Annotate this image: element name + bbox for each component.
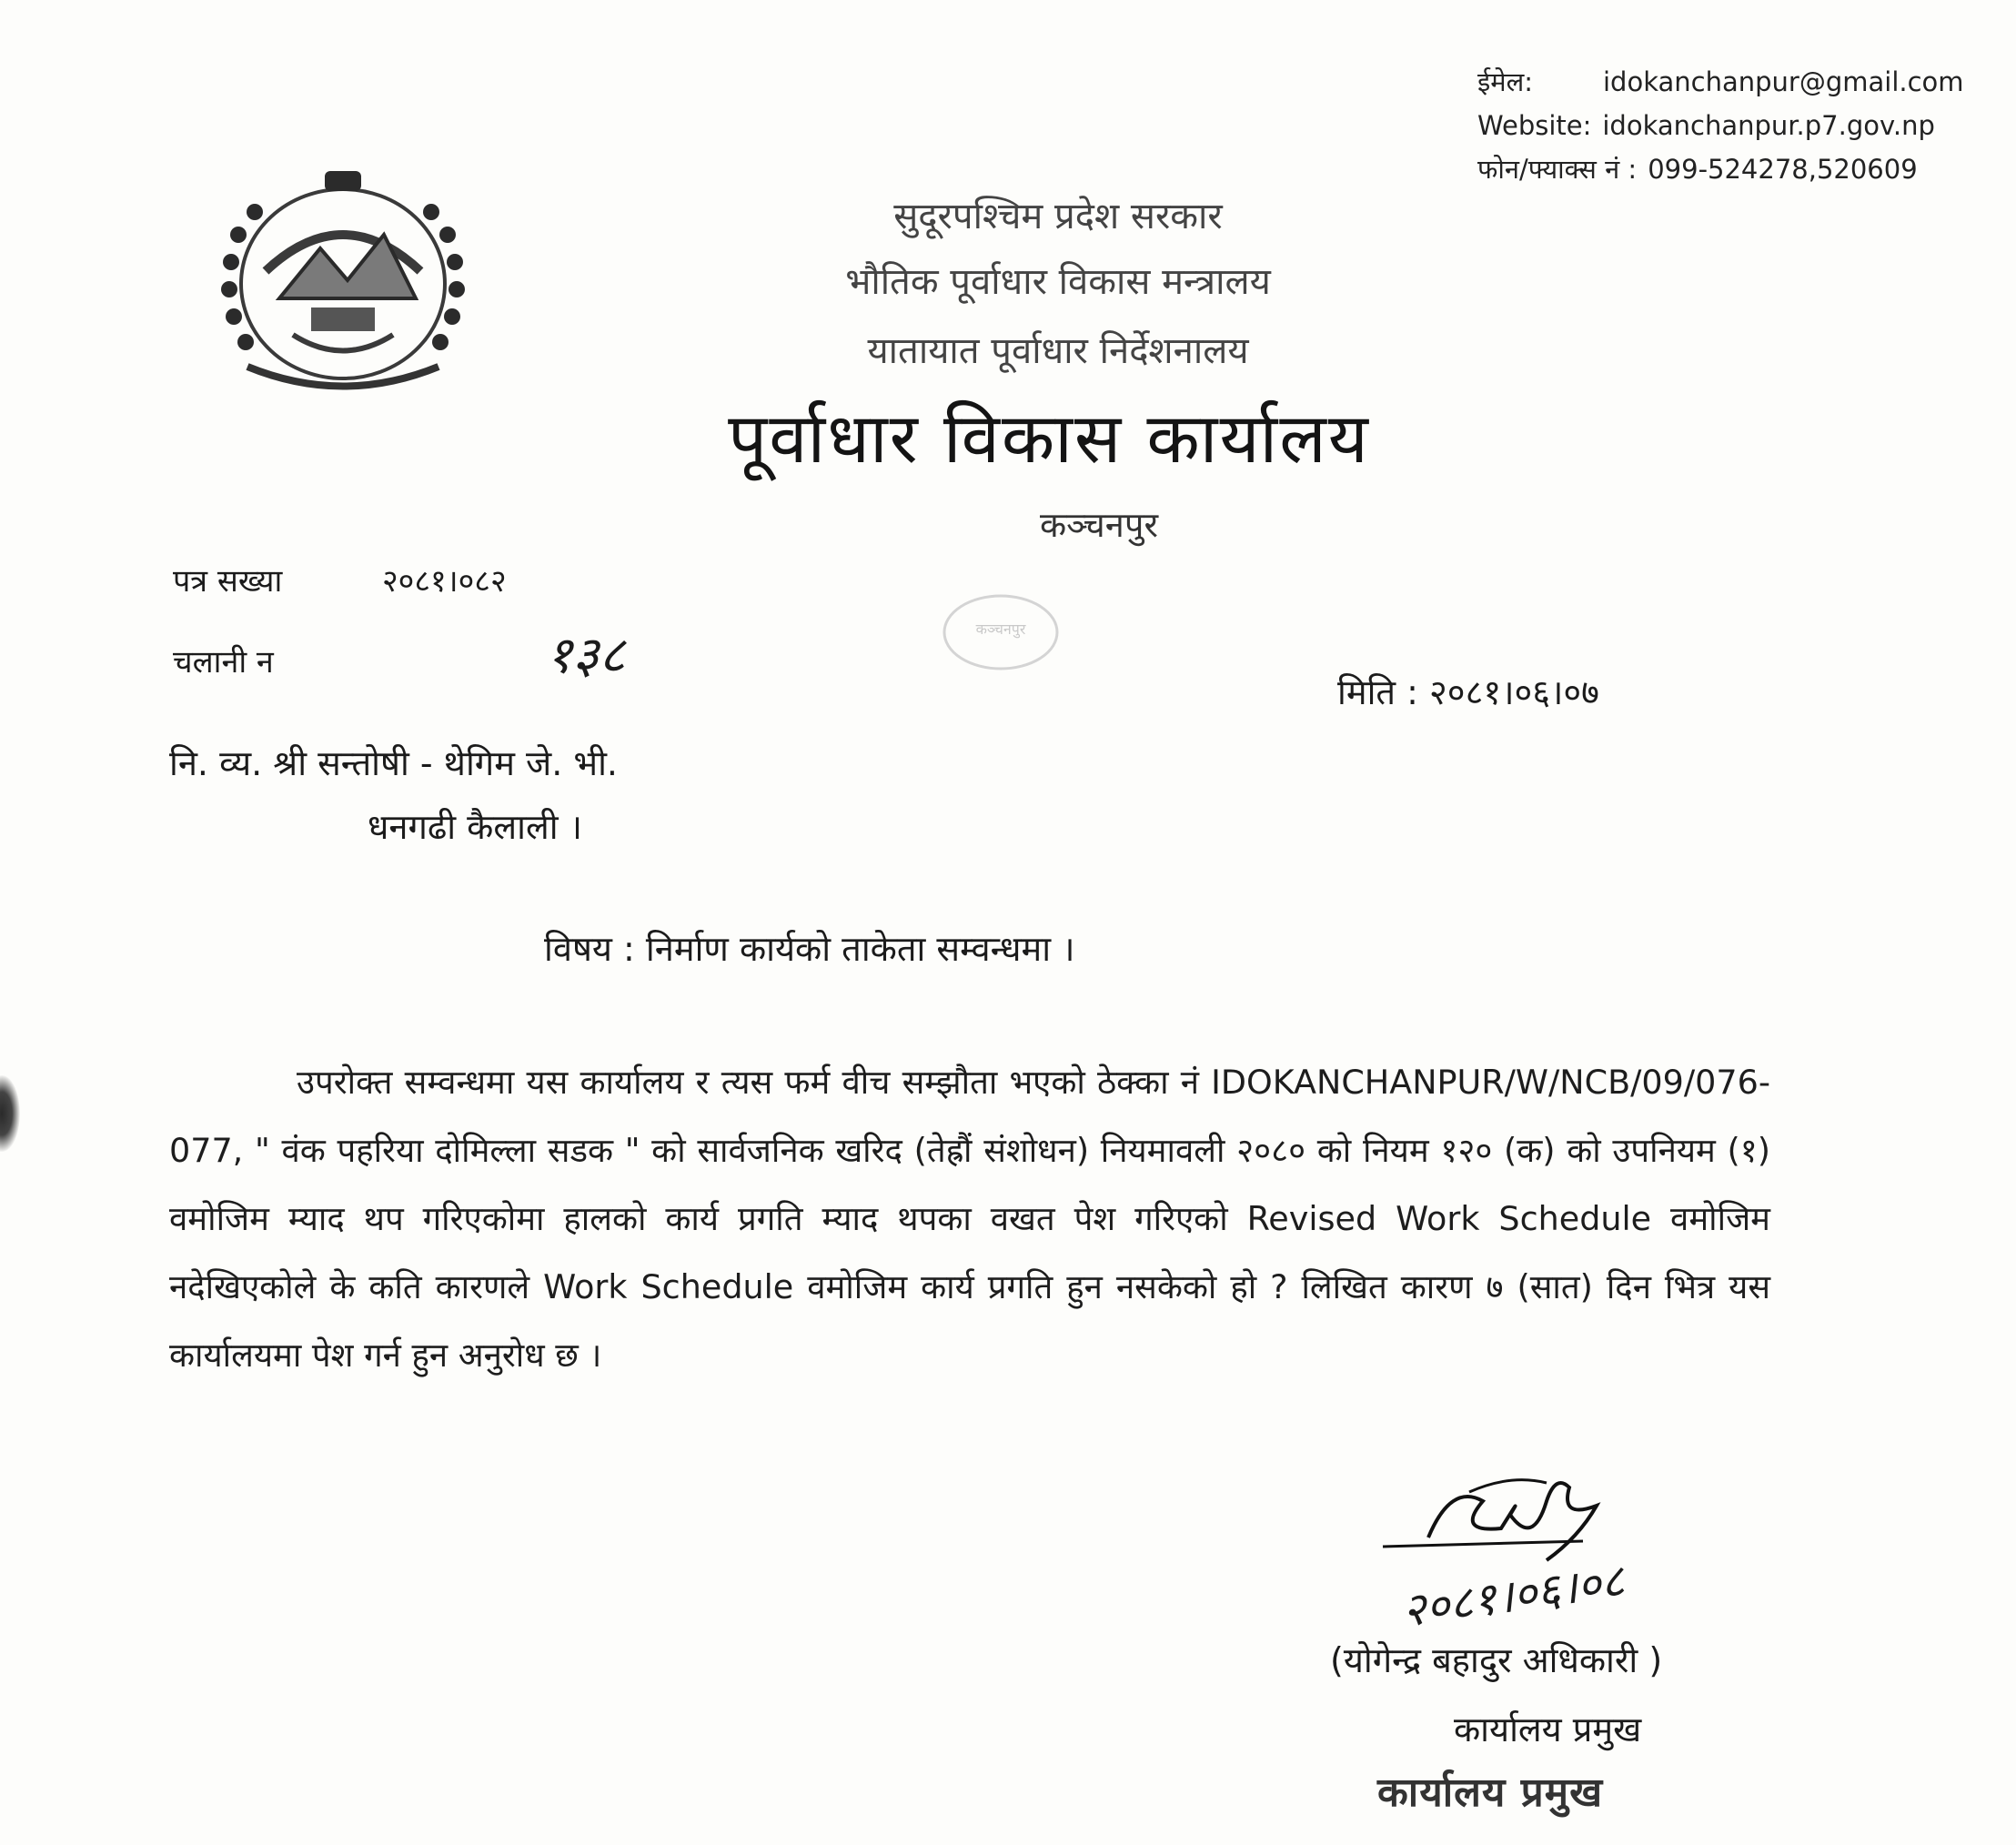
recipient-line-1: नि. व्य. श्री सन्तोषी - थेगिम जे. भी. — [169, 743, 618, 783]
handwritten-date: २०८१।०६।०८ — [1398, 1554, 1628, 1638]
dispatch-number-row — [173, 619, 625, 688]
phone-line — [1477, 147, 1964, 191]
signatory-name: (योगेन्द्र बहादुर अधिकारी ) — [1330, 1640, 1663, 1680]
date-value: २०८१।०६।०७ — [1429, 672, 1599, 712]
dispatch-number-label: चलानी न — [173, 644, 274, 681]
website-value: idokanchanpur.p7.gov.np — [1602, 110, 1935, 141]
contact-block — [1477, 60, 1964, 191]
date-row — [1337, 668, 1599, 715]
ministry-name: भौतिक पूर्वाधार विकास मन्त्रालय — [845, 261, 1271, 303]
letter-number-label: पत्र सख्या — [173, 563, 283, 600]
designation-stamp: कार्यालय प्रमुख — [1377, 1769, 1604, 1816]
date-label: मिति : — [1337, 672, 1418, 712]
email-label: ईमेल: — [1477, 66, 1534, 97]
phone-label: फोन/फ्याक्स नं : — [1477, 154, 1638, 185]
directorate-name: यातायात पूर्वाधार निर्देशनालय — [867, 330, 1249, 372]
scan-smudge — [0, 1075, 20, 1152]
subject-line: विषय : निर्माण कार्यको ताकेता सम्वन्धमा । — [544, 929, 1075, 969]
signature-icon — [1365, 1465, 1692, 1656]
faint-seal — [937, 591, 1064, 673]
website-line — [1477, 104, 1964, 147]
email-value: idokanchanpur@gmail.com — [1603, 66, 1964, 97]
recipient-line-2: धनगढी कैलाली । — [368, 807, 583, 847]
district-name: कञ्चनपुर — [1039, 505, 1159, 545]
website-label: Website: — [1477, 110, 1592, 141]
office-title: पूर्वाधार विकास कार्यालय — [728, 398, 1370, 479]
letter-body: उपरोक्त सम्वन्धमा यस कार्यालय र त्यस फर्म वीच सम्झौता भएको ठेक्का नं IDOKANCHANPUR/W/NCB/09/076-077, " वंक पहरिया दोमिल्ला सडक " को सार्वजनिक खरिद (तेह्रौं संशोधन) नियमावली २०८० को नियम १२० (क) को उपनियम (१) वमोजिम म्याद थप गरिएकोमा हालको कार्य प्रगति म्याद थपका वखत पेश गरिएको Revised Work Schedule वमोजिम नदेखिएकोले के कति कारणले Work Schedule वमोजिम कार्य प्रगति हुन नसकेको हो ? लिखित कारण ७ (सात) दिन भित्र यस कार्यालयमा पेश गर्न हुन अनुरोध छ । — [169, 1063, 1770, 1375]
email-line — [1477, 60, 1964, 104]
seal-text: कञ्चनपुर — [975, 620, 1026, 638]
phone-value: 099-524278,520609 — [1648, 154, 1918, 185]
province-government: सुदूरपश्चिम प्रदेश सरकार — [893, 196, 1223, 237]
letter-number-value: २०८१।०८२ — [382, 563, 507, 600]
dispatch-number-value: १३८ — [546, 626, 626, 685]
letter-number-row — [173, 559, 507, 600]
signatory-designation: कार्यालय प्रमुख — [1454, 1709, 1642, 1749]
